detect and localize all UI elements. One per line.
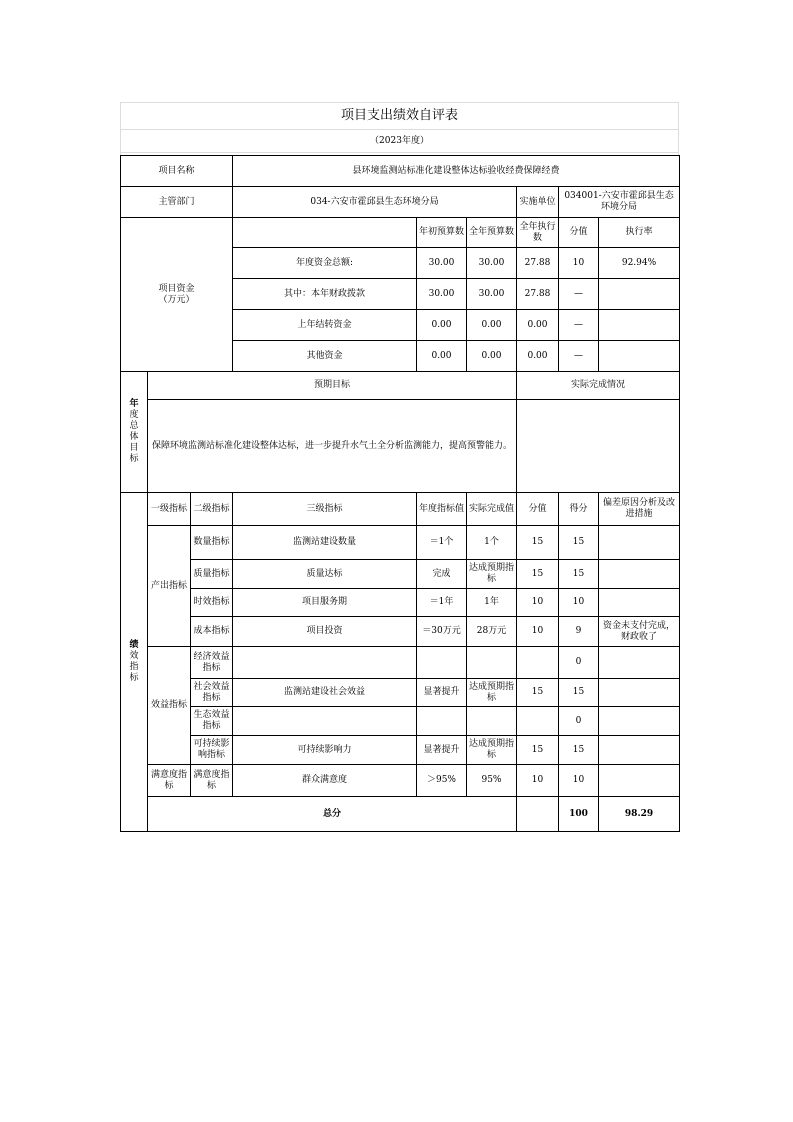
dept-row [121, 187, 680, 218]
funds-row-label: 年度资金总额: [233, 248, 417, 279]
perf-side-char: 标 [129, 673, 139, 683]
perf-side-char: 效 [129, 651, 139, 661]
goals-header-row [121, 372, 680, 400]
perf-target: 显著提升 [417, 736, 467, 765]
perf-header-actual: 实际完成值 [467, 493, 517, 526]
perf-target: ＝1年 [417, 589, 467, 617]
perf-reason [599, 589, 680, 617]
perf-level2: 时效指标 [191, 589, 233, 617]
funds-row-score-val: — [559, 279, 599, 310]
total-row [121, 797, 680, 832]
perf-header-level2: 二级指标 [191, 493, 233, 526]
perf-target [417, 647, 467, 679]
perf-reason [599, 707, 680, 736]
perf-reason [599, 526, 680, 560]
perf-reason [599, 679, 680, 707]
funds-header-annual: 全年预算数 [467, 218, 517, 248]
goals-side-char: 目 [129, 443, 139, 453]
funds-row-score-val: — [559, 341, 599, 372]
perf-score-val: 10 [517, 589, 559, 617]
perf-score-val: 15 [517, 679, 559, 707]
perf-row [121, 736, 680, 765]
perf-score: 15 [559, 526, 599, 560]
funds-row-exec: 27.88 [517, 279, 559, 310]
funds-header-init: 年初预算数 [417, 218, 467, 248]
perf-level3: 监测站建设数量 [233, 526, 417, 560]
perf-actual: 95% [467, 765, 517, 797]
evaluation-table [120, 155, 680, 832]
project-name-label: 项目名称 [121, 156, 233, 187]
perf-score: 10 [559, 589, 599, 617]
funds-row-annual: 30.00 [467, 279, 517, 310]
perf-score-val: 15 [517, 526, 559, 560]
funds-row-label: 其他资金 [233, 341, 417, 372]
perf-level2: 生态效益指标 [191, 707, 233, 736]
group-benefit: 效益指标 [148, 647, 191, 765]
perf-actual: 达成预期指标 [467, 679, 517, 707]
funds-header-score-val: 分值 [559, 218, 599, 248]
perf-row [121, 679, 680, 707]
perf-score: 10 [559, 765, 599, 797]
perf-target: ＝1个 [417, 526, 467, 560]
perf-actual: 1个 [467, 526, 517, 560]
perf-score: 15 [559, 560, 599, 589]
perf-level2: 数量指标 [191, 526, 233, 560]
perf-side-char: 指 [129, 662, 139, 672]
perf-level2: 经济效益指标 [191, 647, 233, 679]
perf-score: 0 [559, 707, 599, 736]
perf-level3: 群众满意度 [233, 765, 417, 797]
dept-label: 主管部门 [121, 187, 233, 218]
form-title: 项目支出绩效自评表 [120, 102, 679, 129]
perf-reason [599, 647, 680, 679]
perf-header-row [121, 493, 680, 526]
perf-row [121, 560, 680, 589]
funds-row-label: 其中：本年财政拨款 [233, 279, 417, 310]
perf-level2: 满意度指标 [191, 765, 233, 797]
actual-goal-text [517, 400, 680, 493]
goals-side-label [121, 372, 148, 493]
perf-actual [467, 707, 517, 736]
perf-reason [599, 736, 680, 765]
perf-header-score-val: 分值 [517, 493, 559, 526]
expected-goal-text: 保障环境监测站标准化建设整体达标，进一步提升水气土全分析监测能力，提高预警能力。 [148, 400, 517, 493]
perf-row [121, 765, 680, 797]
unit-label: 实施单位 [517, 187, 559, 218]
project-name-row [121, 156, 680, 187]
perf-reason [599, 560, 680, 589]
evaluation-sheet [120, 102, 679, 832]
perf-score-val [517, 707, 559, 736]
perf-header-score: 得分 [559, 493, 599, 526]
perf-reason: 资金未支付完成，财政收了 [599, 617, 680, 647]
perf-level2: 可持续影响指标 [191, 736, 233, 765]
perf-header-reason: 偏差原因分析及改进措施 [599, 493, 680, 526]
perf-side-label [121, 493, 148, 832]
perf-score: 0 [559, 647, 599, 679]
perf-level2: 成本指标 [191, 617, 233, 647]
funds-row-score-val: 10 [559, 248, 599, 279]
perf-level3: 质量达标 [233, 560, 417, 589]
funds-label-line1: 项目资金 [158, 283, 195, 294]
funds-row-init: 0.00 [417, 341, 467, 372]
perf-row [121, 589, 680, 617]
perf-level3: 项目投资 [233, 617, 417, 647]
perf-score: 15 [559, 679, 599, 707]
perf-level3 [233, 707, 417, 736]
unit-value: 034001-六安市霍邱县生态环境分局 [559, 187, 680, 218]
perf-actual: 达成预期指标 [467, 736, 517, 765]
perf-level2: 社会效益指标 [191, 679, 233, 707]
project-name-value: 县环境监测站标准化建设整体达标验收经费保障经费 [233, 156, 680, 187]
perf-score-val [517, 647, 559, 679]
total-label: 总分 [148, 797, 517, 832]
funds-row-score-val: — [559, 310, 599, 341]
goals-side-char: 年 [129, 399, 139, 409]
perf-row [121, 707, 680, 736]
perf-target: ＞95% [417, 765, 467, 797]
total-score-val: 100 [559, 797, 599, 832]
funds-row-rate [599, 341, 680, 372]
perf-row [121, 647, 680, 679]
perf-actual: 28万元 [467, 617, 517, 647]
funds-header-rate: 执行率 [599, 218, 680, 248]
perf-score: 9 [559, 617, 599, 647]
perf-row [121, 617, 680, 647]
dept-value: 034-六安市霍邱县生态环境分局 [233, 187, 517, 218]
expected-goal-header: 预期目标 [148, 372, 517, 400]
funds-row-annual: 0.00 [467, 341, 517, 372]
perf-header-level1: 一级指标 [148, 493, 191, 526]
perf-header-level3: 三级指标 [233, 493, 417, 526]
goals-side-char: 度 [129, 410, 139, 420]
perf-side-char: 绩 [129, 640, 139, 650]
perf-level3: 项目服务期 [233, 589, 417, 617]
form-year: （2023年度） [120, 129, 679, 152]
perf-target: 完成 [417, 560, 467, 589]
goals-content-row [121, 400, 680, 493]
perf-score-val: 15 [517, 560, 559, 589]
funds-row-rate [599, 310, 680, 341]
funds-row-rate [599, 279, 680, 310]
funds-row-exec: 0.00 [517, 341, 559, 372]
funds-row-exec: 0.00 [517, 310, 559, 341]
perf-actual: 1年 [467, 589, 517, 617]
funds-row-exec: 27.88 [517, 248, 559, 279]
group-output: 产出指标 [148, 526, 191, 647]
funds-header-row [121, 218, 680, 248]
goals-side-char: 标 [129, 454, 139, 464]
perf-actual: 达成预期指标 [467, 560, 517, 589]
perf-target: ＝30万元 [417, 617, 467, 647]
perf-score-val: 15 [517, 736, 559, 765]
perf-reason [599, 765, 680, 797]
funds-row-init: 30.00 [417, 279, 467, 310]
actual-goal-header: 实际完成情况 [517, 372, 680, 400]
goals-side-char: 总 [129, 421, 139, 431]
perf-target: 显著提升 [417, 679, 467, 707]
funds-header-exec: 全年执行数 [517, 218, 559, 248]
perf-level3: 可持续影响力 [233, 736, 417, 765]
perf-score: 15 [559, 736, 599, 765]
perf-target [417, 707, 467, 736]
funds-row-annual: 0.00 [467, 310, 517, 341]
perf-level2: 质量指标 [191, 560, 233, 589]
goals-side-char: 体 [129, 432, 139, 442]
perf-actual [467, 647, 517, 679]
total-target [517, 797, 559, 832]
perf-row [121, 526, 680, 560]
perf-level3: 监测站建设社会效益 [233, 679, 417, 707]
group-satisfaction: 满意度指标 [148, 765, 191, 797]
funds-row-init: 0.00 [417, 310, 467, 341]
funds-row-annual: 30.00 [467, 248, 517, 279]
perf-score-val: 10 [517, 617, 559, 647]
total-score: 98.29 [599, 797, 680, 832]
funds-row-init: 30.00 [417, 248, 467, 279]
funds-header-blank [233, 218, 417, 248]
funds-label-line2: （万元） [158, 294, 195, 305]
funds-row-rate: 92.94% [599, 248, 680, 279]
perf-header-target: 年度指标值 [417, 493, 467, 526]
perf-level3 [233, 647, 417, 679]
funds-label [121, 218, 233, 372]
perf-score-val: 10 [517, 765, 559, 797]
funds-row-label: 上年结转资金 [233, 310, 417, 341]
